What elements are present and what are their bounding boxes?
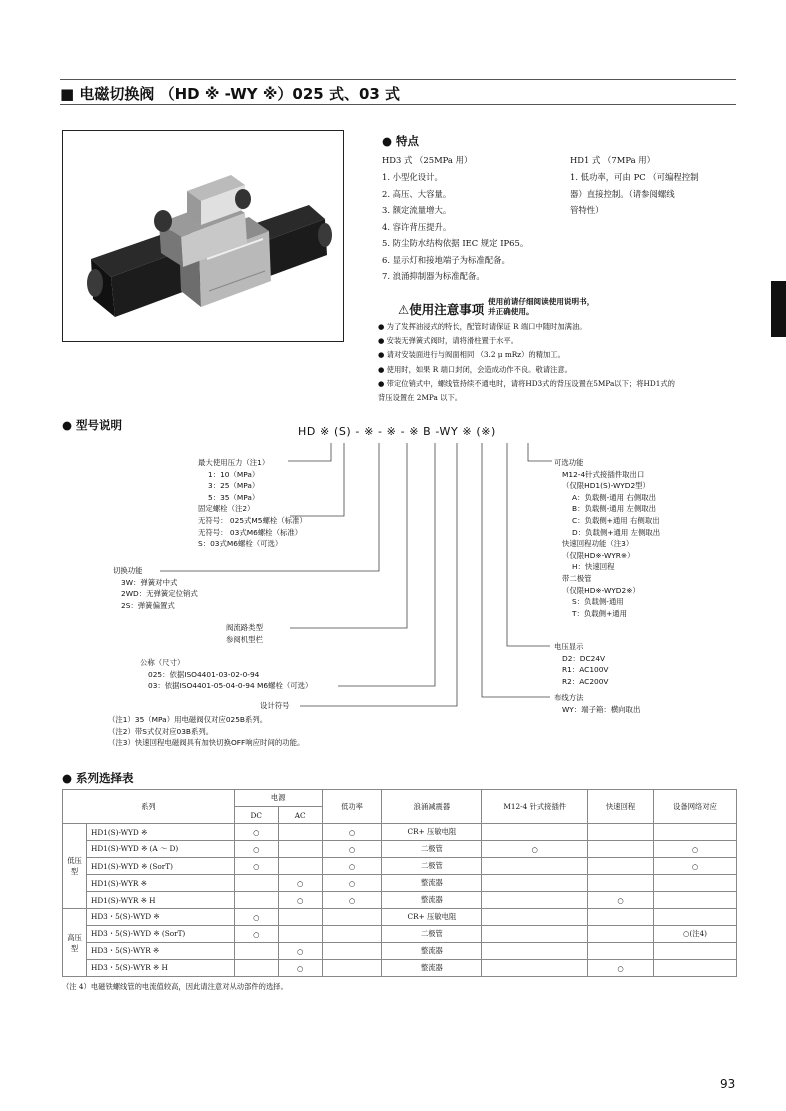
- low-power-cell: [322, 909, 382, 926]
- valve-type-label: 阀流路类型: [226, 623, 263, 632]
- table-row: [63, 960, 737, 977]
- hd3-feature-item: 3. 额定流量增大。: [382, 205, 452, 215]
- group-label-high: 高压型: [63, 909, 87, 977]
- max-pressure-label: 最大使用压力（注1）: [198, 458, 270, 467]
- col-network: 设备网络对应: [654, 790, 737, 824]
- model-note: （注3）快速回程电磁阀具有加快切换OFF响应时间的功能。: [108, 738, 305, 748]
- switch-function-label: 切换功能: [113, 566, 143, 575]
- network-cell: [654, 909, 737, 926]
- col-series: 系列: [63, 790, 235, 824]
- surge-cell: 二极管: [382, 858, 482, 875]
- quick-cell: ○: [588, 892, 654, 909]
- bolt-label: 固定螺栓（注2）: [198, 504, 255, 514]
- size-label: 公称（尺寸）: [140, 658, 185, 667]
- surge-cell: CR+ 压敏电阻: [382, 909, 482, 926]
- low-power-cell: ○: [322, 892, 382, 909]
- low-power-cell: ○: [322, 875, 382, 892]
- dc-cell: ○: [234, 841, 278, 858]
- table-footnote: （注 4）电磁铁螺线管的电流值较高，因此请注意对从动部件的选择。: [62, 982, 288, 991]
- network-cell: [654, 960, 737, 977]
- series-table-heading: ● 系列选择表: [62, 771, 134, 785]
- model-notes: [108, 714, 304, 749]
- ac-cell: ○: [278, 943, 322, 960]
- surge-cell: 二极管: [382, 926, 482, 943]
- network-cell: [654, 875, 737, 892]
- caution-item: 背压设置在 2MPa 以下。: [378, 393, 463, 403]
- m12-cell: [482, 824, 588, 841]
- m12-cell: [482, 858, 588, 875]
- wiring-label: 布线方法: [554, 693, 584, 702]
- caution-item: ● 使用时，如果 R 端口封闭，会造成动作不良。敬请注意。: [378, 364, 572, 374]
- table-row: [63, 943, 737, 960]
- model-code: HD ※ (S) - ※ - ※ - ※ B -WY ※ (※): [298, 425, 496, 438]
- caution-heading: ⚠使用注意事项: [398, 302, 485, 317]
- m12-cell: [482, 875, 588, 892]
- caution-item: ● 安装无弹簧式阀时，请将滑柱置于水平。: [378, 336, 519, 346]
- caution-note-line: 并正确使用。: [488, 307, 534, 316]
- hd1-feature-line: 器）直接控制。（请参阅螺线: [570, 188, 675, 199]
- switch-option: 2S：弹簧偏置式: [121, 600, 175, 610]
- m12-cell: [482, 943, 588, 960]
- pressure-option: 5：35（MPa）: [208, 492, 260, 502]
- model-note: （注2）带S式仅对应03B系列。: [108, 726, 214, 736]
- option-line: D：负载侧+通用 左侧取出: [572, 527, 661, 537]
- m12-cell: ○: [482, 841, 588, 858]
- dc-cell: [234, 943, 278, 960]
- option-line: A：负载侧-通用 右侧取出: [572, 492, 656, 502]
- surge-cell: 整流器: [382, 875, 482, 892]
- page-title: ■ 电磁切换阀 （HD ※ -WY ※）025 式、03 式: [60, 85, 401, 103]
- dc-cell: [234, 960, 278, 977]
- series-selection-table: [62, 789, 737, 977]
- design-symbol-label: 设计符号: [260, 701, 290, 710]
- option-line: C：负载侧+通用 右侧取出: [572, 515, 660, 525]
- ac-cell: [278, 824, 322, 841]
- option-line: （仅限HD1(S)-WYD2型）: [562, 481, 650, 491]
- switch-function-labels: [113, 565, 198, 611]
- dc-cell: ○: [234, 858, 278, 875]
- series-cell: HD1(S)-WYD ※ (A ～ D): [86, 841, 234, 858]
- surge-cell: 二极管: [382, 841, 482, 858]
- pressure-option: 3：25（MPa）: [208, 481, 260, 491]
- caution-item: ● 请对安装面进行与阀面相同 （3.2 μ mRz）的精加工。: [378, 350, 565, 360]
- dc-cell: ○: [234, 909, 278, 926]
- col-m12: M12-4 针式接插件: [482, 790, 588, 824]
- low-power-cell: [322, 926, 382, 943]
- quick-cell: [588, 824, 654, 841]
- dc-cell: ○: [234, 824, 278, 841]
- bolt-option: 无符号： 025式M5螺栓（标准）: [198, 515, 307, 525]
- dc-cell: [234, 892, 278, 909]
- low-power-cell: ○: [322, 841, 382, 858]
- series-cell: HD3・5(S)-WYR ※ H: [86, 960, 234, 977]
- option-line: M12-4针式接插件取出口: [562, 469, 645, 479]
- caution-note-line: 使用前请仔细阅读使用说明书，: [488, 297, 595, 306]
- hd1-feature-line: 1. 低功率，可由 PC （可编程控制: [570, 172, 699, 182]
- m12-cell: [482, 926, 588, 943]
- col-quick-return: 快速回程: [588, 790, 654, 824]
- caution-item: ● 为了发挥油浸式的特长，配管时请保证 R 端口中随时加满油。: [378, 322, 587, 331]
- hd1-feature-line: 管特性）: [570, 205, 604, 215]
- option-labels: [554, 457, 660, 619]
- page-number: 93: [720, 1077, 736, 1091]
- hd3-feature-item: 6. 显示灯和接地端子为标准配备。: [382, 254, 510, 265]
- pressure-option: 1：10（MPa）: [208, 469, 260, 479]
- hd3-feature-item: 1. 小型化设计。: [382, 172, 443, 182]
- features-heading: ● 特点: [382, 134, 420, 148]
- voltage-option: R2：AC200V: [562, 676, 609, 686]
- size-option: 03：依据ISO4401-05-04-0-94 M6螺栓（可选）: [148, 681, 313, 691]
- hd1-header: HD1 式 （7MPa 用）: [570, 155, 655, 165]
- ac-cell: ○: [278, 960, 322, 977]
- quick-cell: [588, 841, 654, 858]
- option-line: 快速回程功能（注3）: [562, 539, 634, 549]
- hd3-feature-item: 2. 高压、大容量。: [382, 188, 452, 199]
- series-cell: HD1(S)-WYD ※: [86, 824, 234, 841]
- bolt-option: S：03式M6螺栓（可选）: [198, 539, 283, 549]
- wiring-labels: [554, 692, 640, 715]
- network-cell: ○: [654, 841, 737, 858]
- table-row: [63, 875, 737, 892]
- network-cell: ○(注4): [654, 926, 737, 943]
- option-line: T：负载侧+通用: [572, 608, 628, 618]
- option-line: （仅限HD※-WYD2※）: [562, 585, 640, 595]
- voltage-option: D2：DC24V: [562, 653, 606, 663]
- surge-cell: CR+ 压敏电阻: [382, 824, 482, 841]
- table-row: [63, 858, 737, 875]
- pressure-bolt-labels: [198, 457, 307, 550]
- network-cell: [654, 892, 737, 909]
- bolt-option: 无符号： 03式M6螺栓（标准）: [198, 527, 303, 537]
- valve-type-labels: [226, 622, 263, 645]
- network-cell: ○: [654, 858, 737, 875]
- switch-option: 2WD：无弹簧定位销式: [121, 589, 198, 599]
- quick-cell: [588, 875, 654, 892]
- table-row: [63, 926, 737, 943]
- series-cell: HD1(S)-WYR ※ H: [86, 892, 234, 909]
- quick-cell: [588, 943, 654, 960]
- hd3-header: HD3 式 （25MPa 用）: [382, 155, 473, 165]
- m12-cell: [482, 960, 588, 977]
- col-dc: DC: [234, 807, 278, 824]
- table-row: [63, 824, 737, 841]
- series-cell: HD3・5(S)-WYD ※ (SorT): [86, 926, 234, 943]
- col-surge: 浪涌减震器: [382, 790, 482, 824]
- quick-cell: [588, 858, 654, 875]
- size-labels: [140, 657, 312, 692]
- switch-option: 3W：弹簧对中式: [121, 577, 178, 587]
- hd3-feature-item: 5. 防尘防水结构依据 IEC 规定 IP65。: [382, 238, 529, 248]
- series-cell: HD3・5(S)-WYD ※: [86, 909, 234, 926]
- col-ac: AC: [278, 807, 322, 824]
- quick-cell: [588, 909, 654, 926]
- ac-cell: [278, 841, 322, 858]
- dc-cell: ○: [234, 926, 278, 943]
- option-line: （仅限HD※-WYR※）: [562, 550, 635, 560]
- surge-cell: 整流器: [382, 960, 482, 977]
- voltage-option: R1：AC100V: [562, 665, 609, 675]
- series-cell: HD1(S)-WYD ※ (SorT): [86, 858, 234, 875]
- caution-item: ● 带定位销式中，螺线管持续不通电时，请将HD3式的背压设置在5MPa以下；将HD1式的: [378, 378, 675, 388]
- surge-cell: 整流器: [382, 943, 482, 960]
- valve-type-note: 参阅机型栏: [226, 634, 263, 644]
- network-cell: [654, 943, 737, 960]
- ac-cell: [278, 858, 322, 875]
- option-line: H：快速回程: [572, 562, 615, 572]
- m12-cell: [482, 909, 588, 926]
- table-row: [63, 892, 737, 909]
- option-line: S：负载侧-通用: [572, 597, 624, 607]
- table-row: [63, 909, 737, 926]
- model-note: （注1）35（MPa）用电磁阀仅对应025B系列。: [108, 715, 268, 724]
- low-power-cell: ○: [322, 824, 382, 841]
- network-cell: [654, 824, 737, 841]
- low-power-cell: [322, 960, 382, 977]
- ac-cell: [278, 909, 322, 926]
- hd3-feature-item: 4. 容许背压提升。: [382, 221, 452, 232]
- option-function-label: 可选功能: [554, 458, 584, 467]
- table-row: [63, 841, 737, 858]
- series-cell: HD1(S)-WYR ※: [86, 875, 234, 892]
- option-line: B：负载侧-通用 左侧取出: [572, 504, 656, 514]
- m12-cell: [482, 892, 588, 909]
- voltage-label: 电压显示: [554, 642, 584, 651]
- option-line: 带二极管: [562, 573, 592, 583]
- col-low-power: 低功率: [322, 790, 382, 824]
- low-power-cell: ○: [322, 858, 382, 875]
- size-option: 025：依据ISO4401-03-02-0-94: [148, 669, 260, 679]
- surge-cell: 整流器: [382, 892, 482, 909]
- group-label-low: 低压型: [63, 824, 87, 909]
- wiring-option: WY：端子箱：横向取出: [562, 704, 641, 714]
- ac-cell: ○: [278, 875, 322, 892]
- voltage-labels: [554, 641, 608, 687]
- hd3-feature-item: 7. 浪涌抑制器为标准配备。: [382, 271, 485, 281]
- ac-cell: ○: [278, 892, 322, 909]
- ac-cell: [278, 926, 322, 943]
- dc-cell: [234, 875, 278, 892]
- low-power-cell: [322, 943, 382, 960]
- series-cell: HD3・5(S)-WYR ※: [86, 943, 234, 960]
- model-heading: ● 型号说明: [62, 418, 123, 432]
- quick-cell: [588, 926, 654, 943]
- col-power: 电源: [234, 790, 322, 807]
- quick-cell: ○: [588, 960, 654, 977]
